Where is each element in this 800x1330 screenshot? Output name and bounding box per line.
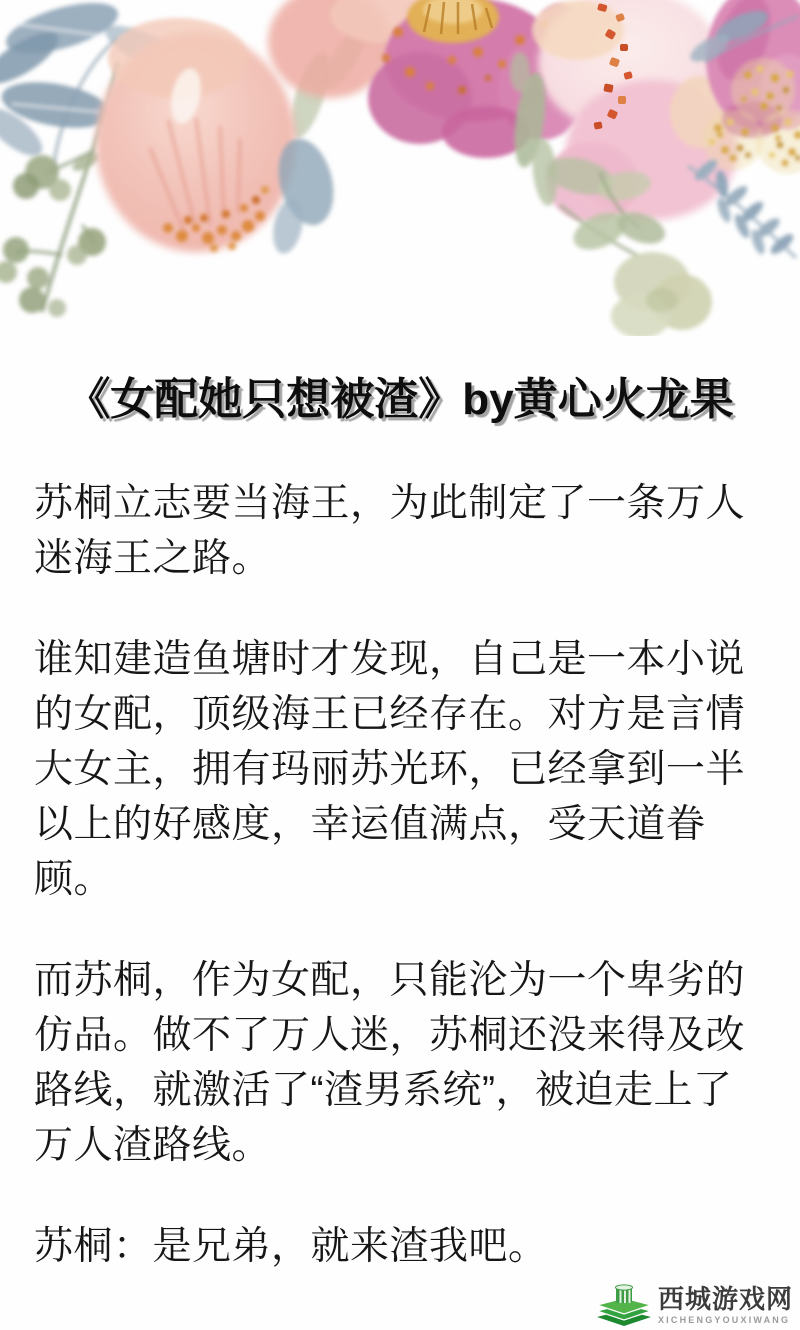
header-artwork [0, 0, 800, 336]
watermark-site-name: 西城游戏网 [657, 1283, 793, 1314]
article-body [0, 476, 800, 1274]
site-watermark [595, 1283, 793, 1327]
xicheng-logo-icon [595, 1283, 653, 1327]
watercolor-flowers-art [0, 0, 800, 336]
pale-pink-flower-center [96, 18, 296, 252]
article-paragraph-2: 谁知建造鱼塘时才发现，自己是一本小说的女配，顶级海王已经存在。对方是言情大女主，拥有玛丽苏光环，已经拿到一半以上的好感度，幸运值满点，受天道眷顾。 [34, 637, 746, 901]
article-paragraph-3: 而苏桐，作为女配，只能沦为一个卑劣的仿品。做不了万人迷，苏桐还没来得及改路线，就激活了“渣男系统”，被迫走上了万人渣路线。 [34, 958, 746, 1167]
article-paragraph-4: 苏桐：是兄弟，就来渣我吧。 [34, 1224, 548, 1268]
watermark-text [657, 1283, 793, 1325]
watermark-site-name-latin: XICHENGYOUXIWANG [657, 1314, 791, 1325]
article-paragraph-1: 苏桐立志要当海王，为此制定了一条万人迷海王之路。 [34, 481, 746, 580]
page-title: 《女配她只想被渣》by黄心火龙果 [66, 375, 734, 424]
